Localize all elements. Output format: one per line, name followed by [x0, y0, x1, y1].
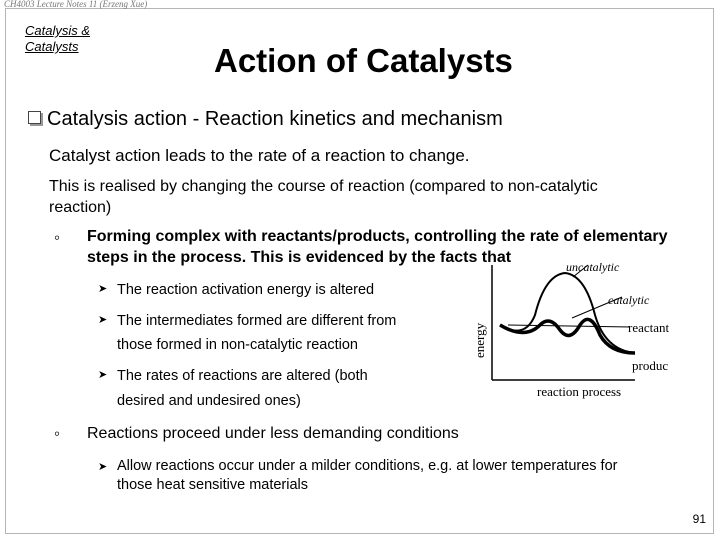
arrow-bullet-icon: ➤	[98, 369, 108, 381]
y-axis-label: energy	[472, 322, 487, 358]
reactant-label: reactant	[628, 320, 670, 335]
header-note: CH4003 Lecture Notes 11 (Erzeng Xue)	[4, 0, 148, 9]
circle-bullet-icon: ◦	[54, 424, 61, 443]
page-number: 91	[692, 512, 706, 526]
paragraph-2-line-2: reaction)	[49, 199, 112, 216]
arrow-bullet-icon: ➤	[98, 461, 108, 473]
product-label: produc	[632, 358, 669, 373]
sub-bullet-1-line-1: Forming complex with reactants/products, controlling the rate of elementary	[87, 228, 668, 245]
sub-bullet-1-line-2: steps in the process. This is evidenced by the facts that	[87, 249, 512, 266]
catalytic-label: catalytic	[608, 293, 650, 307]
point-2-line-2: those formed in non-catalytic reaction	[117, 337, 358, 353]
paragraph-2-line-1: This is realised by changing the course of reaction (compared to non-catalytic	[49, 178, 598, 195]
uncatalytic-curve	[500, 273, 635, 353]
catalytic-curve	[500, 319, 635, 353]
point-3-line-1: The rates of reactions are altered (both	[117, 368, 368, 384]
arrow-bullet-icon: ➤	[98, 283, 108, 295]
sub-2-point-line-1: Allow reactions occur under a milder conditions, e.g. at lower temperatures for	[117, 458, 618, 474]
uncatalytic-label: uncatalytic	[566, 260, 620, 274]
square-bullet-icon	[28, 111, 41, 124]
point-2-line-1: The intermediates formed are different from	[117, 313, 397, 329]
point-3-line-2: desired and undesired ones)	[117, 393, 301, 409]
circle-bullet-icon: ◦	[54, 228, 61, 247]
sub-bullet-2: Reactions proceed under less demanding conditions	[87, 425, 459, 442]
page-title: Action of Catalysts	[214, 42, 513, 79]
section-tag: Catalysis & Catalysts	[25, 23, 91, 54]
main-bullet	[28, 108, 503, 131]
point-1: The reaction activation energy is altered	[117, 282, 375, 298]
x-axis-label: reaction process	[537, 384, 622, 399]
main-bullet-text: Catalysis action - Reaction kinetics and mechanism	[47, 108, 503, 130]
paragraph-1: Catalyst action leads to the rate of a reaction to change.	[49, 146, 470, 165]
arrow-bullet-icon: ➤	[98, 314, 108, 326]
sub-2-point-line-2: those heat sensitive materials	[117, 477, 309, 493]
energy-diagram	[470, 255, 700, 415]
